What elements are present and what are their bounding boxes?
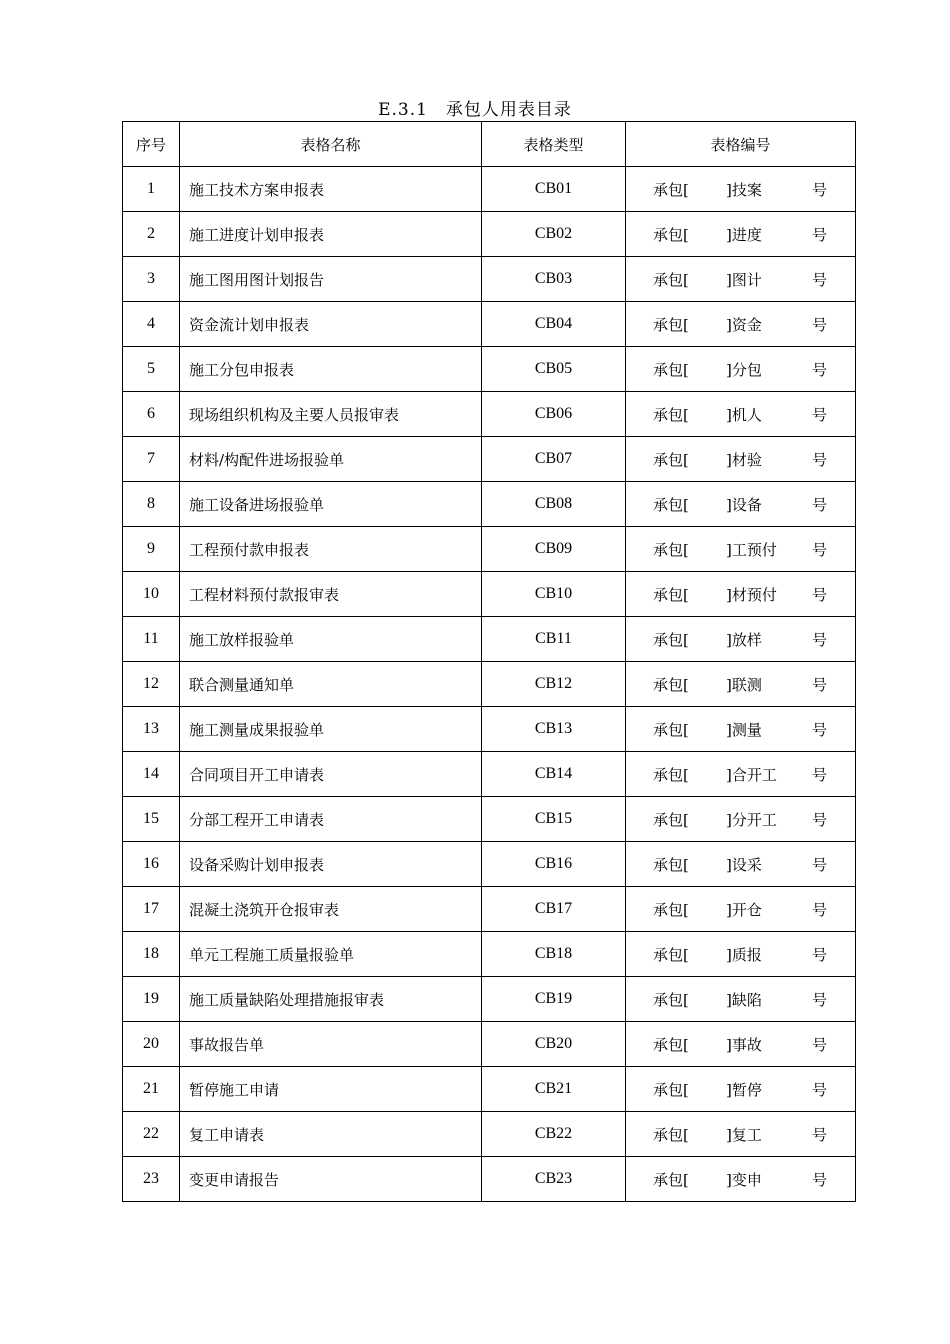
code-suffix: ]缺陷 [726, 991, 762, 1009]
table-row [123, 527, 856, 572]
code-number-label: 号 [812, 631, 828, 649]
row-form-type: CB11 [482, 617, 626, 662]
form-index-table [122, 121, 856, 1202]
code-number-label: 号 [812, 361, 828, 379]
row-seq: 3 [123, 257, 180, 302]
row-form-name: 资金流计划申报表 [180, 302, 482, 347]
row-form-name: 施工质量缺陷处理措施报审表 [180, 977, 482, 1022]
code-prefix: 承包[ [653, 811, 689, 829]
code-suffix: ]联测 [726, 676, 762, 694]
code-suffix: ]开仓 [726, 901, 762, 919]
code-prefix: 承包[ [653, 181, 689, 199]
row-form-type: CB07 [482, 437, 626, 482]
code-prefix: 承包[ [653, 226, 689, 244]
row-form-code [626, 797, 856, 842]
row-form-name: 施工分包申报表 [180, 347, 482, 392]
code-number-label: 号 [812, 316, 828, 334]
row-form-name: 复工申请表 [180, 1112, 482, 1157]
row-seq: 14 [123, 752, 180, 797]
code-suffix: ]材验 [726, 451, 762, 469]
row-form-code [626, 842, 856, 887]
code-prefix: 承包[ [653, 271, 689, 289]
row-form-code [626, 887, 856, 932]
row-form-name: 混凝土浇筑开仓报审表 [180, 887, 482, 932]
row-form-type: CB10 [482, 572, 626, 617]
row-form-type: CB01 [482, 167, 626, 212]
code-prefix: 承包[ [653, 631, 689, 649]
row-seq: 13 [123, 707, 180, 752]
code-prefix: 承包[ [653, 1171, 689, 1189]
table-row [123, 302, 856, 347]
code-suffix: ]分开工 [726, 811, 777, 829]
row-form-name: 单元工程施工质量报验单 [180, 932, 482, 977]
row-seq: 2 [123, 212, 180, 257]
row-seq: 1 [123, 167, 180, 212]
row-seq: 20 [123, 1022, 180, 1067]
row-form-name: 材料/构配件进场报验单 [180, 437, 482, 482]
row-form-type: CB13 [482, 707, 626, 752]
row-form-code [626, 302, 856, 347]
code-prefix: 承包[ [653, 586, 689, 604]
row-form-code [626, 707, 856, 752]
row-form-code [626, 617, 856, 662]
code-number-label: 号 [812, 496, 828, 514]
code-prefix: 承包[ [653, 496, 689, 514]
code-suffix: ]机人 [726, 406, 762, 424]
code-suffix: ]变申 [726, 1171, 762, 1189]
row-form-name: 合同项目开工申请表 [180, 752, 482, 797]
table-row [123, 257, 856, 302]
code-prefix: 承包[ [653, 991, 689, 1009]
code-number-label: 号 [812, 856, 828, 874]
row-seq: 17 [123, 887, 180, 932]
row-form-name: 施工技术方案申报表 [180, 167, 482, 212]
row-form-code [626, 662, 856, 707]
code-prefix: 承包[ [653, 901, 689, 919]
row-form-type: CB22 [482, 1112, 626, 1157]
code-number-label: 号 [812, 586, 828, 604]
code-suffix: ]分包 [726, 361, 762, 379]
row-form-type: CB09 [482, 527, 626, 572]
code-number-label: 号 [812, 541, 828, 559]
row-form-name: 施工测量成果报验单 [180, 707, 482, 752]
row-form-type: CB05 [482, 347, 626, 392]
table-row [123, 707, 856, 752]
table-row [123, 392, 856, 437]
row-form-type: CB18 [482, 932, 626, 977]
row-form-name: 变更申请报告 [180, 1157, 482, 1202]
code-number-label: 号 [812, 1036, 828, 1054]
code-suffix: ]测量 [726, 721, 762, 739]
row-form-name: 施工放样报验单 [180, 617, 482, 662]
code-number-label: 号 [812, 271, 828, 289]
row-form-name: 分部工程开工申请表 [180, 797, 482, 842]
table-row [123, 437, 856, 482]
row-form-type: CB16 [482, 842, 626, 887]
code-suffix: ]合开工 [726, 766, 777, 784]
row-seq: 5 [123, 347, 180, 392]
row-form-code [626, 167, 856, 212]
code-number-label: 号 [812, 1081, 828, 1099]
row-form-name: 施工设备进场报验单 [180, 482, 482, 527]
row-seq: 22 [123, 1112, 180, 1157]
table-row [123, 617, 856, 662]
code-number-label: 号 [812, 1126, 828, 1144]
row-form-type: CB19 [482, 977, 626, 1022]
code-prefix: 承包[ [653, 856, 689, 874]
table-row [123, 977, 856, 1022]
row-form-type: CB14 [482, 752, 626, 797]
row-form-type: CB03 [482, 257, 626, 302]
row-form-name: 联合测量通知单 [180, 662, 482, 707]
row-form-code [626, 482, 856, 527]
row-form-type: CB20 [482, 1022, 626, 1067]
header-name: 表格名称 [180, 122, 482, 167]
table-row [123, 1022, 856, 1067]
row-form-name: 工程材料预付款报审表 [180, 572, 482, 617]
row-form-type: CB23 [482, 1157, 626, 1202]
row-form-code [626, 977, 856, 1022]
code-prefix: 承包[ [653, 451, 689, 469]
table-row [123, 347, 856, 392]
code-number-label: 号 [812, 991, 828, 1009]
code-suffix: ]放样 [726, 631, 762, 649]
code-number-label: 号 [812, 406, 828, 424]
row-form-code [626, 1067, 856, 1112]
code-prefix: 承包[ [653, 1081, 689, 1099]
code-prefix: 承包[ [653, 676, 689, 694]
code-number-label: 号 [812, 451, 828, 469]
table-row [123, 482, 856, 527]
row-seq: 9 [123, 527, 180, 572]
code-prefix: 承包[ [653, 1036, 689, 1054]
code-suffix: ]暂停 [726, 1081, 762, 1099]
code-prefix: 承包[ [653, 316, 689, 334]
row-form-name: 暂停施工申请 [180, 1067, 482, 1112]
table-row [123, 932, 856, 977]
code-suffix: ]技案 [726, 181, 762, 199]
row-seq: 19 [123, 977, 180, 1022]
table-body [123, 167, 856, 1202]
row-form-type: CB08 [482, 482, 626, 527]
row-form-code [626, 1157, 856, 1202]
code-prefix: 承包[ [653, 541, 689, 559]
code-suffix: ]进度 [726, 226, 762, 244]
page-title: E.3.1 承包人用表目录 [378, 100, 572, 120]
row-form-code [626, 752, 856, 797]
row-seq: 10 [123, 572, 180, 617]
code-number-label: 号 [812, 676, 828, 694]
code-prefix: 承包[ [653, 946, 689, 964]
row-seq: 11 [123, 617, 180, 662]
header-seq: 序号 [123, 122, 180, 167]
table-row [123, 1112, 856, 1157]
code-suffix: ]复工 [726, 1126, 762, 1144]
row-form-code [626, 932, 856, 977]
table-row [123, 1157, 856, 1202]
code-number-label: 号 [812, 181, 828, 199]
code-suffix: ]质报 [726, 946, 762, 964]
row-seq: 15 [123, 797, 180, 842]
code-suffix: ]设备 [726, 496, 762, 514]
row-seq: 12 [123, 662, 180, 707]
row-form-type: CB12 [482, 662, 626, 707]
row-form-type: CB06 [482, 392, 626, 437]
code-number-label: 号 [812, 1171, 828, 1189]
row-form-type: CB15 [482, 797, 626, 842]
row-seq: 8 [123, 482, 180, 527]
table-row [123, 842, 856, 887]
row-seq: 16 [123, 842, 180, 887]
row-seq: 6 [123, 392, 180, 437]
row-form-name: 事故报告单 [180, 1022, 482, 1067]
code-number-label: 号 [812, 946, 828, 964]
code-prefix: 承包[ [653, 361, 689, 379]
row-form-type: CB21 [482, 1067, 626, 1112]
code-number-label: 号 [812, 721, 828, 739]
row-form-code [626, 1112, 856, 1157]
code-number-label: 号 [812, 226, 828, 244]
row-seq: 21 [123, 1067, 180, 1112]
code-prefix: 承包[ [653, 1126, 689, 1144]
row-form-name: 工程预付款申报表 [180, 527, 482, 572]
row-seq: 23 [123, 1157, 180, 1202]
row-form-name: 施工进度计划申报表 [180, 212, 482, 257]
row-form-type: CB02 [482, 212, 626, 257]
table-row [123, 662, 856, 707]
row-form-code [626, 347, 856, 392]
table-row [123, 572, 856, 617]
row-form-code [626, 572, 856, 617]
row-form-type: CB04 [482, 302, 626, 347]
code-suffix: ]材预付 [726, 586, 777, 604]
row-form-code [626, 1022, 856, 1067]
row-form-name: 施工图用图计划报告 [180, 257, 482, 302]
table-row [123, 752, 856, 797]
table-header-row [123, 122, 856, 167]
code-suffix: ]图计 [726, 271, 762, 289]
code-suffix: ]事故 [726, 1036, 762, 1054]
table-row [123, 1067, 856, 1112]
header-type: 表格类型 [482, 122, 626, 167]
row-form-type: CB17 [482, 887, 626, 932]
table-row [123, 887, 856, 932]
header-code: 表格编号 [626, 122, 856, 167]
row-form-name: 现场组织机构及主要人员报审表 [180, 392, 482, 437]
code-suffix: ]设采 [726, 856, 762, 874]
row-seq: 7 [123, 437, 180, 482]
row-form-code [626, 257, 856, 302]
row-form-code [626, 392, 856, 437]
row-form-code [626, 437, 856, 482]
code-prefix: 承包[ [653, 721, 689, 739]
code-number-label: 号 [812, 901, 828, 919]
code-number-label: 号 [812, 811, 828, 829]
code-prefix: 承包[ [653, 406, 689, 424]
code-number-label: 号 [812, 766, 828, 784]
row-seq: 18 [123, 932, 180, 977]
row-seq: 4 [123, 302, 180, 347]
row-form-name: 设备采购计划申报表 [180, 842, 482, 887]
table-row [123, 167, 856, 212]
code-suffix: ]资金 [726, 316, 762, 334]
row-form-code [626, 527, 856, 572]
table-row [123, 797, 856, 842]
row-form-code [626, 212, 856, 257]
code-prefix: 承包[ [653, 766, 689, 784]
table-row [123, 212, 856, 257]
code-suffix: ]工预付 [726, 541, 777, 559]
